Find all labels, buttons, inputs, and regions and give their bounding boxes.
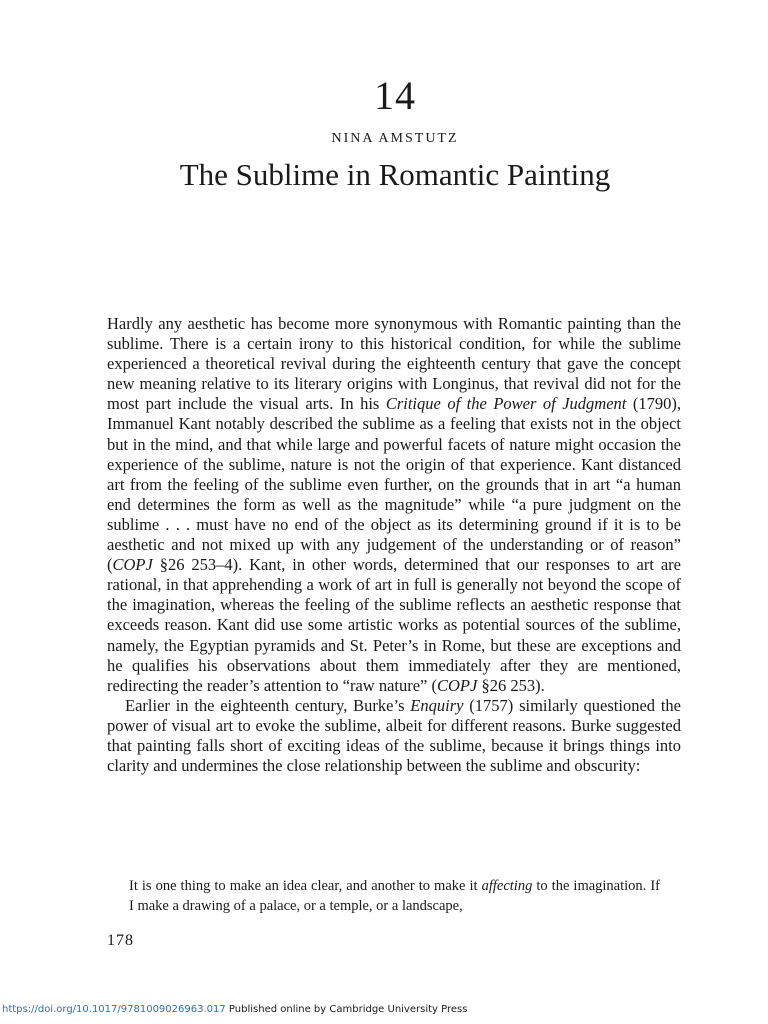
quote-text-b: to the imagination. If I make a drawing of a palace, or a temple, or a landscape,	[129, 878, 660, 914]
page-number: 178	[107, 932, 134, 949]
paragraph-1-text-c: §26 253–4). Kant, in other words, determined that our responses to art are rational, in that apprehending a work of art in full is generally not beyond the scope of the imagination, whereas the feeling of the sublime reflects an aesthetic response that exceeds reason. Kant did use some artistic works as potential sources of the sublime, namely, the Egyptian pyramids and St. Peter’s in Rome, but these are exceptions and he qualifies his observations about them immediately after they are mentioned, redirecting the reader’s attention to “raw nature” (	[107, 555, 681, 695]
publisher-note: Published online by Cambridge University Press	[225, 1004, 468, 1015]
footer	[2, 1003, 467, 1017]
paragraph-2-text-b: (1757) similarly questioned the power of visual art to evoke the sublime, albeit for different reasons. Burke suggested that painting falls short of exciting ideas of the sublime, because it brings things into clarity and undermines the close relationship between the sublime and obscurity:	[107, 695, 681, 776]
citation-copj-1: COPJ	[112, 555, 153, 575]
chapter-author: NINA AMSTUTZ	[331, 131, 459, 146]
paragraph-1	[107, 314, 681, 696]
work-title-critique: Critique of the Power of Judgment	[385, 394, 627, 414]
paragraph-2-text-a: Earlier in the eighteenth century, Burke’s	[125, 695, 411, 715]
chapter-title: The Sublime in Romantic Painting	[179, 157, 611, 192]
paragraph-1-text-b: (1790), Immanuel Kant notably described the sublime as a feeling that exists not in the object but in the mind, and that while large and powerful facets of nature might occasion the experience of the sublime, nature is not the origin of that experience. Kant distanced art from the feeling of the sublime even further, on the grounds that in art “a human end determines the form as well as the magnitude” while “a pure judgment on the sublime . . . must have no end of the object as its determining ground if it is to be aesthetic and not mixed up with any judgement of the understanding or of reason” (	[107, 394, 682, 575]
block-quote	[129, 876, 660, 916]
work-title-enquiry: Enquiry	[410, 695, 464, 715]
quote-emphasis: affecting	[481, 878, 533, 894]
paragraph-2	[107, 696, 681, 776]
chapter-number: 14	[374, 73, 416, 118]
quote-text-a: It is one thing to make an idea clear, and another to make it	[129, 878, 482, 894]
body-text	[107, 314, 681, 776]
doi-link[interactable]: https://doi.org/10.1017/9781009026963.017	[2, 1004, 226, 1015]
paragraph-1-text-a: Hardly any aesthetic has become more synonymous with Romantic painting than the sublime. There is a certain irony to this historical condition, for while the sublime experienced a theoretical revival during the eighteenth century that gave the concept new meaning relative to its literary origins with Longinus, that revival did not for the most part include the visual arts. In his	[107, 314, 681, 414]
citation-copj-2: COPJ	[437, 675, 478, 695]
paragraph-1-text-d: §26 253).	[477, 675, 545, 695]
